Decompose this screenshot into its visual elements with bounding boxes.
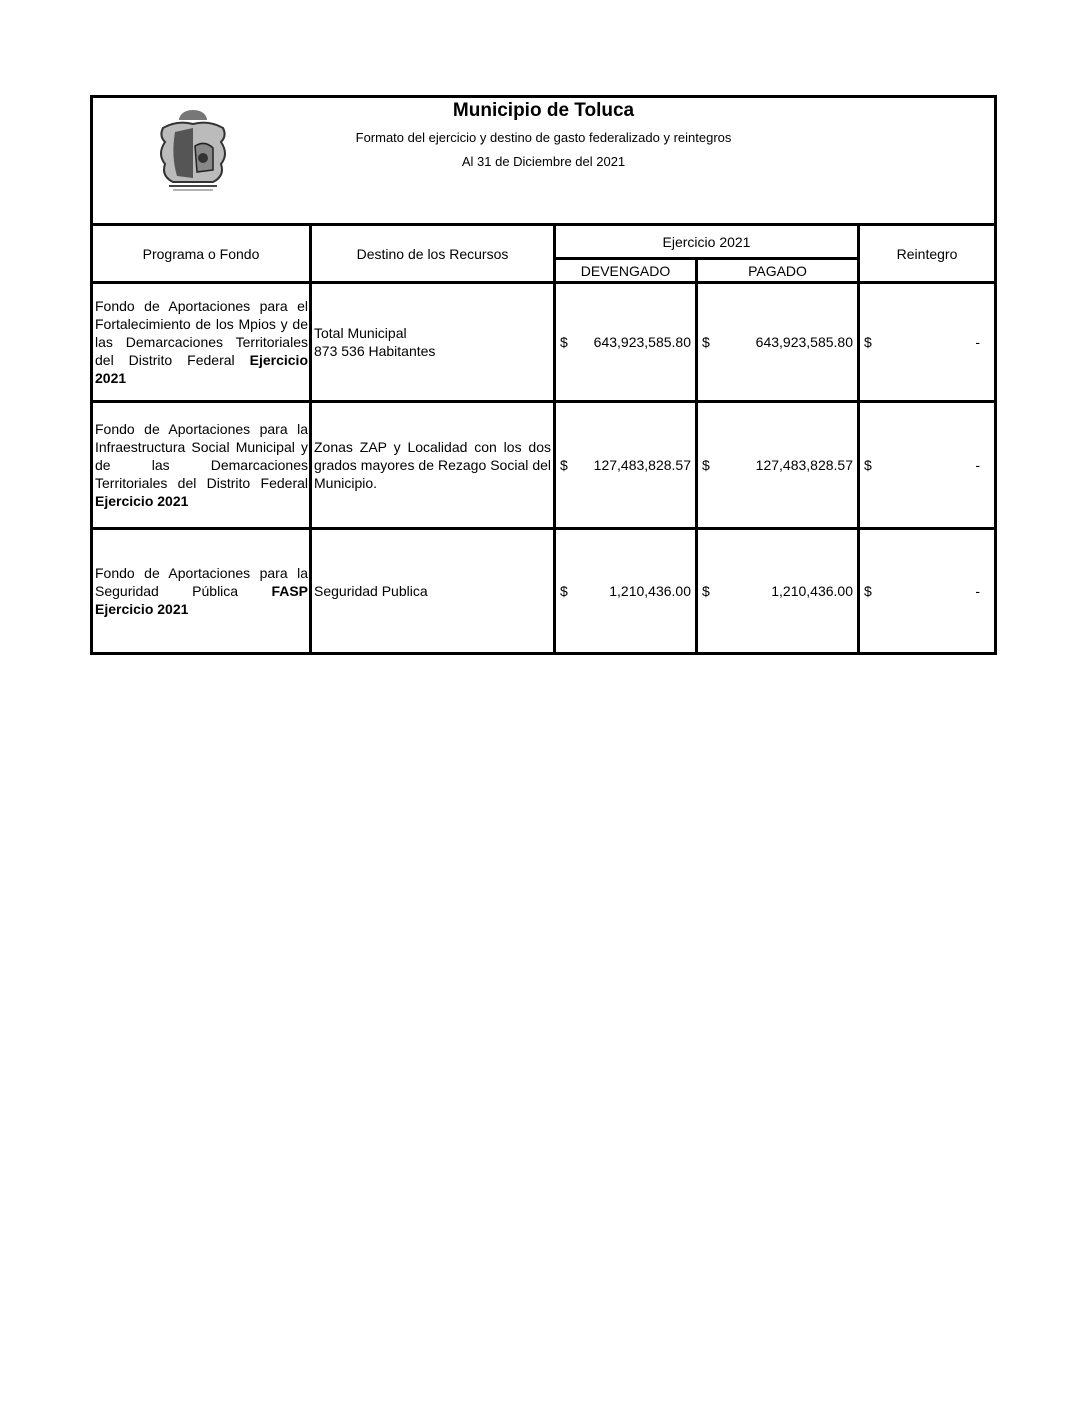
report-date: Al 31 de Diciembre del 2021 xyxy=(461,154,626,169)
pagado-cell: $ 1,210,436.00 xyxy=(697,529,859,654)
devengado-cell: $ 643,923,585.80 xyxy=(555,283,697,402)
column-header-destino: Destino de los Recursos xyxy=(311,225,555,283)
page-title: Municipio de Toluca xyxy=(452,100,635,121)
column-header-programa: Programa o Fondo xyxy=(92,225,311,283)
devengado-cell: $ 127,483,828.57 xyxy=(555,402,697,529)
pagado-cell: $ 127,483,828.57 xyxy=(697,402,859,529)
reintegro-cell: $ - xyxy=(859,529,996,654)
table-row xyxy=(92,283,996,402)
column-header-ejercicio: Ejercicio 2021 xyxy=(555,225,859,259)
column-header-reintegro: Reintegro xyxy=(859,225,996,283)
table-row xyxy=(92,402,996,529)
fund-cell: Fondo de Aportaciones para la Seguridad Pública FASP Ejercicio 2021 xyxy=(92,529,311,654)
report-table xyxy=(90,95,997,655)
table-row xyxy=(92,529,996,654)
page-subtitle: Formato del ejercicio y destino de gasto federalizado y reintegros xyxy=(355,130,732,145)
destination-cell: Seguridad Publica xyxy=(311,529,555,654)
column-header-pagado: PAGADO xyxy=(697,259,859,283)
pagado-cell: $ 643,923,585.80 xyxy=(697,283,859,402)
destination-cell: Total Municipal 873 536 Habitantes xyxy=(311,283,555,402)
devengado-cell: $ 1,210,436.00 xyxy=(555,529,697,654)
reintegro-cell: $ - xyxy=(859,402,996,529)
destination-cell: Zonas ZAP y Localidad con los dos grados mayores de Rezago Social del Municipio. xyxy=(311,402,555,529)
column-header-devengado: DEVENGADO xyxy=(555,259,697,283)
fund-cell: Fondo de Aportaciones para el Fortalecimiento de los Mpios y de las Demarcaciones Territoriales del Distrito Federal Ejercicio 2021 xyxy=(92,283,311,402)
reintegro-cell: $ - xyxy=(859,283,996,402)
report-header xyxy=(92,97,996,225)
fund-cell: Fondo de Aportaciones para la Infraestructura Social Municipal y de las Demarcaciones Territoriales del Distrito Federal Ejercicio 2021 xyxy=(92,402,311,529)
